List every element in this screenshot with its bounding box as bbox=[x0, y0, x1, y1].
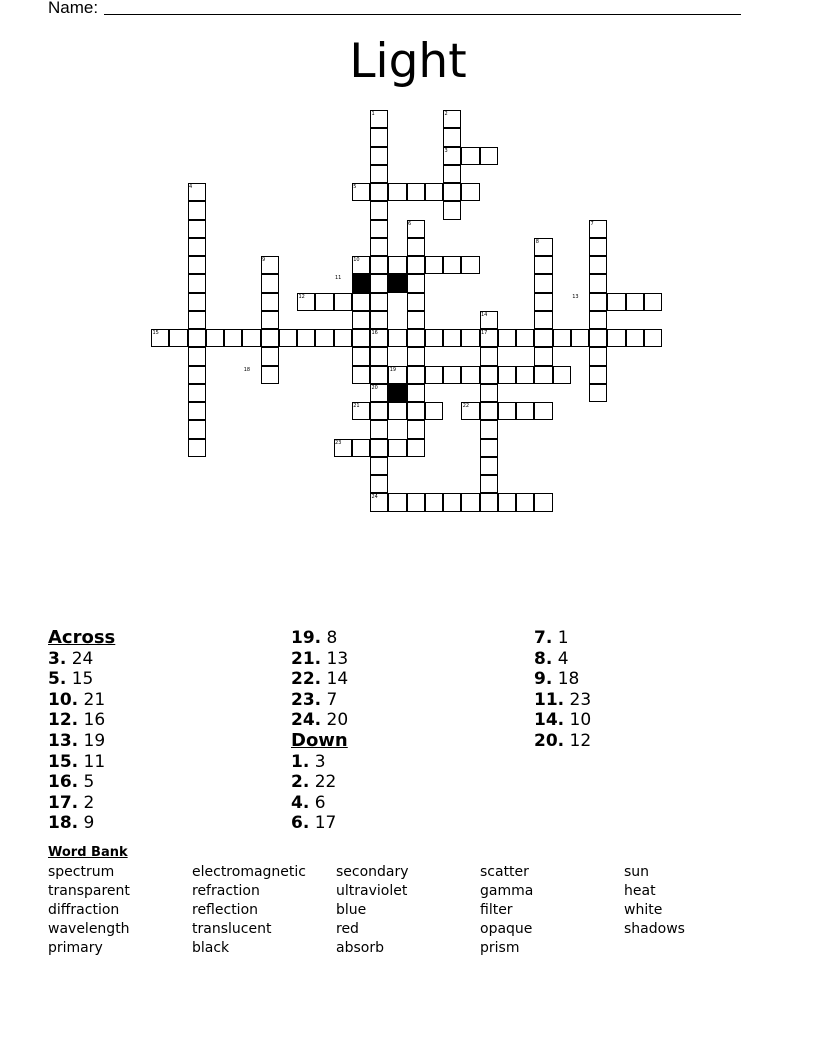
clue-text: 21 bbox=[78, 689, 106, 710]
clue-number-3: 3 bbox=[444, 147, 448, 154]
grid-cell[interactable] bbox=[224, 329, 242, 347]
grid-cell[interactable] bbox=[261, 366, 279, 384]
clue-item bbox=[48, 669, 288, 690]
clue-item bbox=[291, 752, 531, 773]
clue-text: 14 bbox=[321, 669, 349, 690]
grid-cell[interactable] bbox=[480, 457, 498, 475]
grid-cell[interactable] bbox=[407, 402, 425, 420]
clue-number: 8. bbox=[534, 648, 553, 669]
grid-cell[interactable] bbox=[407, 293, 425, 311]
grid-cell[interactable] bbox=[188, 329, 206, 347]
clue-number: 22. bbox=[291, 669, 322, 690]
grid-cell[interactable] bbox=[352, 293, 370, 311]
grid-cell[interactable] bbox=[407, 238, 425, 256]
clues-column-1 bbox=[48, 628, 288, 834]
clue-item bbox=[534, 710, 774, 731]
grid-cell[interactable] bbox=[407, 183, 425, 201]
grid-cell[interactable] bbox=[206, 329, 224, 347]
grid-cell[interactable] bbox=[425, 366, 443, 384]
grid-cell[interactable] bbox=[370, 402, 388, 420]
clue-number: 19. bbox=[291, 628, 322, 648]
clue-item bbox=[291, 813, 531, 834]
grid-cell[interactable] bbox=[315, 329, 333, 347]
grid-cell[interactable] bbox=[534, 347, 552, 365]
word-bank-word: scatter bbox=[480, 864, 529, 880]
grid-cell[interactable] bbox=[461, 366, 479, 384]
grid-cell[interactable] bbox=[480, 402, 498, 420]
clue-number-19: 19 bbox=[389, 366, 397, 373]
grid-cell[interactable] bbox=[461, 147, 479, 165]
clue-item bbox=[291, 628, 531, 649]
word-bank-word: electromagnetic bbox=[192, 864, 306, 880]
grid-cell[interactable] bbox=[534, 366, 552, 384]
grid-cell[interactable] bbox=[188, 347, 206, 365]
grid-cell[interactable] bbox=[188, 256, 206, 274]
clue-number-18: 18 bbox=[243, 366, 251, 373]
clue-number: 12. bbox=[48, 710, 79, 731]
grid-cell[interactable] bbox=[261, 311, 279, 329]
grid-cell-blocked bbox=[388, 274, 406, 292]
clue-item bbox=[291, 772, 531, 793]
clue-number-12: 12 bbox=[298, 293, 305, 300]
word-bank-word: reflection bbox=[192, 902, 259, 918]
clue-item bbox=[48, 793, 288, 814]
grid-cell-blocked bbox=[352, 274, 370, 292]
grid-cell[interactable] bbox=[352, 329, 370, 347]
clue-item bbox=[48, 649, 288, 670]
clue-text: 2 bbox=[78, 792, 95, 813]
clue-text: 3 bbox=[309, 751, 326, 772]
grid-cell[interactable] bbox=[407, 420, 425, 438]
grid-cell[interactable] bbox=[297, 329, 315, 347]
grid-cell[interactable] bbox=[443, 183, 461, 201]
word-bank-word: diffraction bbox=[48, 902, 120, 918]
clue-text: 8 bbox=[321, 628, 338, 648]
word-bank-word: refraction bbox=[192, 883, 260, 899]
clue-item bbox=[48, 813, 288, 834]
grid-cell[interactable] bbox=[443, 165, 461, 183]
clue-number: 11. bbox=[534, 689, 565, 710]
clue-item bbox=[48, 731, 288, 752]
grid-cell[interactable] bbox=[261, 347, 279, 365]
grid-cell[interactable] bbox=[352, 347, 370, 365]
grid-cell[interactable] bbox=[407, 274, 425, 292]
grid-cell[interactable] bbox=[589, 347, 607, 365]
grid-cell[interactable] bbox=[589, 366, 607, 384]
grid-cell[interactable] bbox=[480, 475, 498, 493]
grid-cell[interactable] bbox=[407, 347, 425, 365]
grid-cell[interactable] bbox=[188, 201, 206, 219]
grid-cell[interactable] bbox=[425, 183, 443, 201]
grid-cell[interactable] bbox=[553, 366, 571, 384]
word-bank-word: heat bbox=[624, 883, 656, 899]
grid-cell[interactable] bbox=[589, 256, 607, 274]
grid-cell[interactable] bbox=[407, 329, 425, 347]
grid-cell[interactable] bbox=[188, 220, 206, 238]
clue-item bbox=[48, 710, 288, 731]
clue-number: 13. bbox=[48, 730, 79, 751]
clue-number-4: 4 bbox=[189, 184, 193, 190]
clue-number: 24. bbox=[291, 710, 322, 731]
grid-cell[interactable] bbox=[370, 238, 388, 256]
clue-item bbox=[291, 669, 531, 690]
grid-cell[interactable] bbox=[352, 366, 370, 384]
word-bank-word: shadows bbox=[624, 921, 685, 937]
grid-cell-blocked bbox=[388, 384, 406, 402]
grid-cell[interactable] bbox=[188, 238, 206, 256]
clue-item bbox=[291, 649, 531, 670]
clue-text: 5 bbox=[78, 772, 95, 793]
word-bank-word: secondary bbox=[336, 864, 409, 880]
clue-item bbox=[48, 772, 288, 793]
grid-cell[interactable] bbox=[589, 311, 607, 329]
grid-cell[interactable] bbox=[498, 402, 516, 420]
grid-cell[interactable] bbox=[188, 402, 206, 420]
word-bank-word: red bbox=[336, 921, 359, 937]
clue-text: 15 bbox=[66, 669, 94, 690]
grid-cell[interactable] bbox=[188, 311, 206, 329]
word-bank-word: absorb bbox=[336, 940, 384, 956]
grid-cell[interactable] bbox=[315, 293, 333, 311]
clue-number: 23. bbox=[291, 689, 322, 710]
grid-cell[interactable] bbox=[534, 293, 552, 311]
grid-cell[interactable] bbox=[425, 256, 443, 274]
clue-number: 2. bbox=[291, 772, 310, 793]
clue-number-21: 21 bbox=[353, 403, 360, 409]
word-bank-word: white bbox=[624, 902, 663, 918]
clue-number: 1. bbox=[291, 751, 310, 772]
grid-cell[interactable] bbox=[407, 493, 425, 511]
grid-cell[interactable] bbox=[461, 493, 479, 511]
grid-cell[interactable] bbox=[370, 147, 388, 165]
word-bank-word: wavelength bbox=[48, 921, 130, 937]
grid-cell[interactable] bbox=[443, 493, 461, 511]
clue-number-2: 2 bbox=[444, 111, 448, 117]
clues-column-3 bbox=[534, 628, 774, 752]
grid-cell[interactable] bbox=[534, 256, 552, 274]
grid-cell[interactable] bbox=[388, 256, 406, 274]
grid-cell[interactable] bbox=[480, 439, 498, 457]
clue-text: 23 bbox=[564, 689, 592, 710]
clue-item bbox=[48, 690, 288, 711]
grid-cell[interactable] bbox=[334, 293, 352, 311]
grid-cell[interactable] bbox=[589, 329, 607, 347]
grid-cell[interactable] bbox=[425, 402, 443, 420]
clue-number-10: 10 bbox=[353, 257, 360, 263]
grid-cell[interactable] bbox=[242, 329, 260, 347]
word-bank-column bbox=[48, 863, 130, 958]
grid-cell[interactable] bbox=[534, 311, 552, 329]
grid-cell[interactable] bbox=[534, 493, 552, 511]
grid-cell[interactable] bbox=[261, 293, 279, 311]
grid-cell[interactable] bbox=[188, 274, 206, 292]
clue-text: 4 bbox=[552, 648, 569, 669]
word-bank-column bbox=[480, 863, 533, 958]
clue-number: 14. bbox=[534, 710, 565, 731]
grid-cell[interactable] bbox=[261, 274, 279, 292]
grid-cell[interactable] bbox=[370, 366, 388, 384]
grid-cell[interactable] bbox=[407, 366, 425, 384]
clue-text: 7 bbox=[321, 689, 338, 710]
clue-item bbox=[48, 752, 288, 773]
grid-cell[interactable] bbox=[534, 402, 552, 420]
clue-item bbox=[291, 793, 531, 814]
grid-cell[interactable] bbox=[388, 329, 406, 347]
grid-cell[interactable] bbox=[370, 293, 388, 311]
grid-cell[interactable] bbox=[370, 311, 388, 329]
clue-number-23: 23 bbox=[335, 439, 342, 446]
clue-text: 10 bbox=[564, 710, 592, 731]
clue-item bbox=[534, 731, 774, 752]
clue-number-9: 9 bbox=[262, 257, 266, 263]
clue-number-13: 13 bbox=[572, 293, 579, 300]
grid-cell[interactable] bbox=[534, 329, 552, 347]
grid-cell[interactable] bbox=[443, 366, 461, 384]
grid-cell[interactable] bbox=[461, 329, 479, 347]
grid-cell[interactable] bbox=[480, 493, 498, 511]
clue-number: 5. bbox=[48, 669, 67, 690]
clue-text: 16 bbox=[78, 710, 106, 731]
word-bank-word: gamma bbox=[480, 883, 534, 899]
clue-number: 17. bbox=[48, 792, 79, 813]
grid-cell[interactable] bbox=[370, 274, 388, 292]
clue-text: 24 bbox=[66, 648, 94, 669]
clue-number: 9. bbox=[534, 669, 553, 690]
grid-cell[interactable] bbox=[589, 274, 607, 292]
grid-cell[interactable] bbox=[644, 329, 662, 347]
clue-number: 16. bbox=[48, 772, 79, 793]
grid-cell[interactable] bbox=[516, 329, 534, 347]
word-bank-word: sun bbox=[624, 864, 650, 880]
grid-cell[interactable] bbox=[370, 165, 388, 183]
clue-number-16: 16 bbox=[371, 330, 378, 336]
name-label: Name: bbox=[48, 0, 99, 17]
clue-number-15: 15 bbox=[152, 330, 159, 336]
clue-number-22: 22 bbox=[462, 403, 470, 409]
grid-cell[interactable] bbox=[626, 293, 644, 311]
clue-number: 10. bbox=[48, 689, 79, 710]
clue-number-8: 8 bbox=[535, 238, 539, 245]
clue-text: 22 bbox=[309, 772, 337, 793]
grid-cell[interactable] bbox=[607, 293, 625, 311]
clue-text: 1 bbox=[552, 628, 569, 648]
clue-number: 4. bbox=[291, 792, 310, 813]
clue-text: 19 bbox=[78, 730, 106, 751]
down-heading: Down bbox=[291, 729, 348, 751]
clue-number: 7. bbox=[534, 628, 553, 648]
grid-cell[interactable] bbox=[443, 128, 461, 146]
word-bank-column bbox=[624, 863, 685, 939]
clue-item bbox=[534, 649, 774, 670]
clue-text: 9 bbox=[78, 813, 95, 834]
grid-cell[interactable] bbox=[370, 457, 388, 475]
grid-cell[interactable] bbox=[388, 439, 406, 457]
word-bank-word: ultraviolet bbox=[336, 883, 408, 899]
grid-cell[interactable] bbox=[188, 420, 206, 438]
grid-cell[interactable] bbox=[571, 329, 589, 347]
grid-cell[interactable] bbox=[589, 293, 607, 311]
grid-cell[interactable] bbox=[498, 493, 516, 511]
clue-text: 13 bbox=[321, 648, 349, 669]
word-bank-column bbox=[336, 863, 409, 958]
clue-number-6: 6 bbox=[408, 220, 412, 227]
grid-cell[interactable] bbox=[352, 439, 370, 457]
grid-cell[interactable] bbox=[370, 347, 388, 365]
grid-cell[interactable] bbox=[461, 183, 479, 201]
word-bank-word: opaque bbox=[480, 921, 533, 937]
grid-cell[interactable] bbox=[480, 147, 498, 165]
grid-cell[interactable] bbox=[407, 311, 425, 329]
grid-cell[interactable] bbox=[516, 493, 534, 511]
grid-cell[interactable] bbox=[425, 329, 443, 347]
word-bank-word: prism bbox=[480, 940, 520, 956]
grid-cell[interactable] bbox=[188, 384, 206, 402]
grid-cell[interactable] bbox=[480, 347, 498, 365]
clue-number-1: 1 bbox=[371, 111, 375, 117]
grid-cell[interactable] bbox=[370, 439, 388, 457]
clue-number-14: 14 bbox=[481, 311, 488, 318]
clue-item bbox=[291, 690, 531, 711]
clue-number-11: 11 bbox=[335, 275, 342, 282]
grid-cell[interactable] bbox=[370, 128, 388, 146]
grid-cell[interactable] bbox=[443, 329, 461, 347]
clue-number: 18. bbox=[48, 813, 79, 834]
grid-cell[interactable] bbox=[480, 420, 498, 438]
grid-cell[interactable] bbox=[626, 329, 644, 347]
grid-cell[interactable] bbox=[370, 201, 388, 219]
grid-cell[interactable] bbox=[498, 329, 516, 347]
clue-number-20: 20 bbox=[371, 384, 378, 391]
grid-cell[interactable] bbox=[352, 311, 370, 329]
grid-cell[interactable] bbox=[480, 366, 498, 384]
word-bank-word: transparent bbox=[48, 883, 130, 899]
clue-text: 18 bbox=[552, 669, 580, 690]
grid-cell[interactable] bbox=[279, 329, 297, 347]
grid-cell[interactable] bbox=[370, 256, 388, 274]
clue-text: 6 bbox=[309, 792, 326, 813]
clue-number-7: 7 bbox=[590, 220, 594, 227]
grid-cell[interactable] bbox=[370, 183, 388, 201]
grid-cell[interactable] bbox=[407, 384, 425, 402]
grid-cell[interactable] bbox=[498, 366, 516, 384]
grid-cell[interactable] bbox=[388, 402, 406, 420]
word-bank-word: black bbox=[192, 940, 230, 956]
grid-cell[interactable] bbox=[516, 402, 534, 420]
grid-cell[interactable] bbox=[188, 439, 206, 457]
grid-cell[interactable] bbox=[443, 256, 461, 274]
grid-cell[interactable] bbox=[169, 329, 187, 347]
grid-cell[interactable] bbox=[534, 274, 552, 292]
clue-number: 15. bbox=[48, 751, 79, 772]
grid-cell[interactable] bbox=[370, 220, 388, 238]
word-bank-word: spectrum bbox=[48, 864, 115, 880]
word-bank-column bbox=[192, 863, 306, 958]
grid-cell[interactable] bbox=[461, 256, 479, 274]
grid-cell[interactable] bbox=[388, 183, 406, 201]
clue-text: 17 bbox=[309, 813, 337, 834]
word-bank-word: blue bbox=[336, 902, 367, 918]
grid-cell[interactable] bbox=[188, 366, 206, 384]
clue-item bbox=[534, 669, 774, 690]
grid-cell[interactable] bbox=[425, 493, 443, 511]
across-heading: Across bbox=[48, 627, 116, 648]
grid-cell[interactable] bbox=[443, 201, 461, 219]
word-bank-word: primary bbox=[48, 940, 103, 956]
grid-cell[interactable] bbox=[188, 293, 206, 311]
grid-cell[interactable] bbox=[480, 384, 498, 402]
grid-cell[interactable] bbox=[407, 256, 425, 274]
grid-cell[interactable] bbox=[261, 329, 279, 347]
clue-number-5: 5 bbox=[353, 184, 357, 190]
clue-number: 20. bbox=[534, 730, 565, 751]
grid-cell[interactable] bbox=[407, 439, 425, 457]
grid-cell[interactable] bbox=[553, 329, 571, 347]
grid-cell[interactable] bbox=[370, 475, 388, 493]
word-bank-word: filter bbox=[480, 902, 513, 918]
clue-number: 6. bbox=[291, 813, 310, 834]
clues-column-2 bbox=[291, 628, 531, 834]
clue-item bbox=[291, 710, 531, 731]
clue-number-17: 17 bbox=[481, 330, 488, 336]
grid-cell[interactable] bbox=[388, 493, 406, 511]
clue-number: 3. bbox=[48, 648, 67, 669]
clue-item bbox=[534, 628, 774, 649]
clue-text: 20 bbox=[321, 710, 349, 731]
grid-cell[interactable] bbox=[516, 366, 534, 384]
grid-cell[interactable] bbox=[607, 329, 625, 347]
word-bank-title: Word Bank bbox=[48, 845, 128, 860]
clue-item bbox=[534, 690, 774, 711]
grid-cell[interactable] bbox=[589, 384, 607, 402]
word-bank-word: translucent bbox=[192, 921, 272, 937]
clue-number: 21. bbox=[291, 648, 322, 669]
grid-cell[interactable] bbox=[644, 293, 662, 311]
grid-cell[interactable] bbox=[334, 329, 352, 347]
clue-text: 12 bbox=[564, 730, 592, 751]
grid-cell[interactable] bbox=[370, 420, 388, 438]
clue-text: 11 bbox=[78, 751, 106, 772]
clue-number-24: 24 bbox=[371, 494, 378, 501]
puzzle-title: Light bbox=[349, 34, 467, 89]
grid-cell[interactable] bbox=[589, 238, 607, 256]
